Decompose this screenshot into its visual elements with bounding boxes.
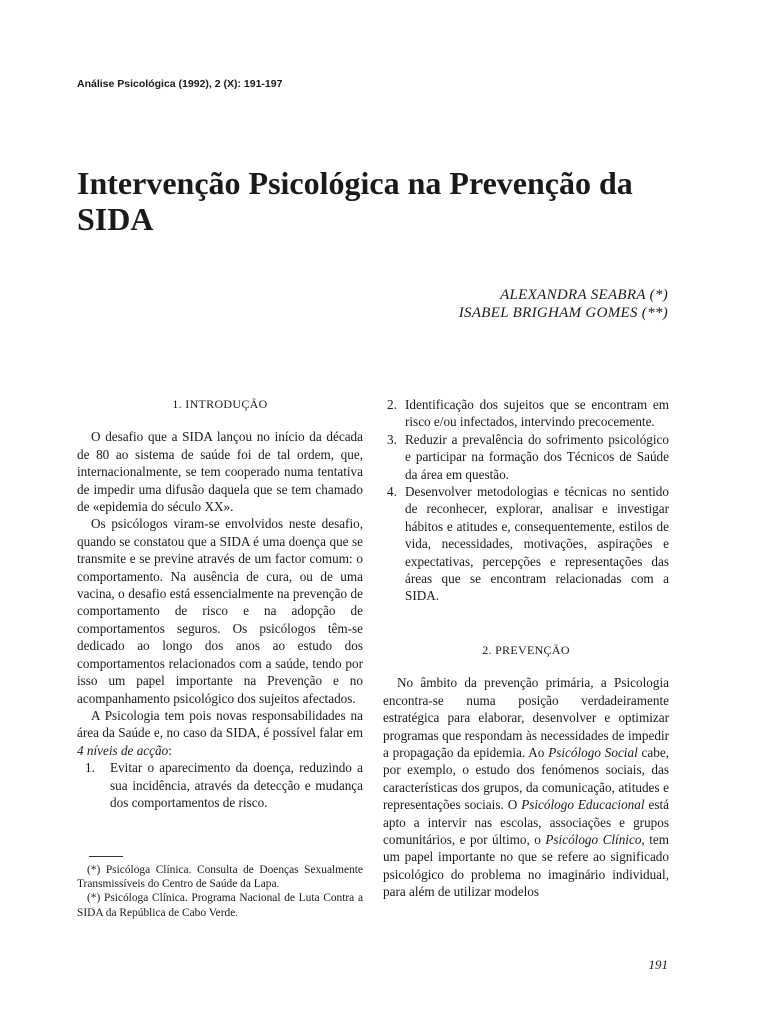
author-list <box>459 286 668 322</box>
list-item-text: Evitar o aparecimento da doença, reduzindo a sua incidência, através da detecção e mudança dos comportamentos de risco. <box>110 760 363 810</box>
paragraph: Os psicólogos viram-se envolvidos neste desafio, quando se constatou que a SIDA é uma doença que se transmite e se previne através de um factor comum: o comportamento. Na ausência de cura, ou de uma vacina, o desafio está essencialmente na prevenção de comportamento de risco e na adopção de comportamentos seguros. Os psicólogos têm-se dedicado ao longo dos anos ao estudo dos comportamentos relacionados com a saúde, tendo por isso um papel importante na Prevenção e no acompanhamento psicológico dos sujeitos afectados. <box>77 516 363 706</box>
section-heading-prevencao: 2. PREVENÇÃO <box>482 642 570 657</box>
list-item-text: Reduzir a prevalência do sofrimento psicológico e participar na formação dos Técnicos de Saúde da área em questão. <box>405 431 669 482</box>
article-title: Intervenção Psicológica na Prevenção da SIDA <box>77 165 633 237</box>
list-item <box>383 396 669 431</box>
emphasis-text: Psicólogo Social <box>548 744 638 760</box>
paragraph <box>77 707 363 759</box>
text-run: cabe, por exemplo, o estudo dos fenómenos sociais, das características dos grupos, da comunicação, atitudes e representações sociais. O <box>383 744 670 813</box>
list-number: 4. <box>387 484 397 500</box>
list-item <box>383 483 669 605</box>
list-number: 3. <box>387 431 397 447</box>
paragraph <box>383 674 669 900</box>
action-levels-list-continued <box>383 396 669 605</box>
journal-citation: Análise Psicológica (1992), 2 (X): 191-197 <box>77 78 283 90</box>
footnotes <box>77 856 363 920</box>
footnote: (*) Psicóloga Clínica. Consulta de Doenças Sexualmente Transmissíveis do Centro de Saúde da Lapa. <box>77 864 363 891</box>
list-item <box>77 759 363 811</box>
paragraph: O desafio que a SIDA lançou no início da década de 80 ao sistema de saúde foi de tal ordem, que, internacionalmente, se tem cooperado numa tentativa de impedir uma difusão daquela que se tem chamado de «epidemia do século XX». <box>77 429 363 515</box>
emphasis-text: Psicólogo Educacional <box>521 797 645 813</box>
list-item <box>383 431 669 483</box>
list-number: 2. <box>387 397 397 412</box>
text-run: No âmbito da prevenção primária, a Psicologia encontra-se numa posição verdadeiramente estratégica para elaborar, desenvolver e optimizar programas que respondam às necessidades de impedir a propagação da epidemia. Ao <box>383 675 669 760</box>
left-column <box>77 396 363 811</box>
emphasis-text: Psicólogo Clínico <box>545 831 642 847</box>
text-run: : <box>168 742 172 758</box>
action-levels-list <box>77 759 363 811</box>
text-run: está apto a intervir nas escolas, associações e grupos comunitários, e por último, o <box>383 797 669 847</box>
page-number: 191 <box>648 957 668 972</box>
list-item-text: Desenvolver metodologias e técnicas no sentido de reconhecer, explorar, analisar e investigar hábitos e atitudes e, consequentemente, estilos de vida, necessidades, motivações, aspirações e expectativas, percepções e representações das áreas que se encontram relacionadas com a SIDA. <box>405 484 669 604</box>
text-run: , tem um papel importante no que se refere ao significado psicológico do problema no imaginário individual, para além de utilizar modelos <box>383 831 669 900</box>
emphasis-text: 4 níveis de acção <box>77 742 169 758</box>
right-column <box>383 396 669 901</box>
author-1: ALEXANDRA SEABRA (*) <box>500 287 668 303</box>
text-run: A Psicologia tem pois novas responsabilidades na área da Saúde e, no caso da SIDA, é possível falar em <box>77 707 363 741</box>
list-number: 1. <box>85 760 95 776</box>
list-item-text: Identificação dos sujeitos que se encontram em risco e/ou infectados, intervindo precocemente. <box>405 397 669 430</box>
footnote-divider <box>89 856 123 857</box>
author-2: ISABEL BRIGHAM GOMES (**) <box>458 305 668 321</box>
section-heading-introducao: 1. INTRODUÇÃO <box>172 397 268 411</box>
footnote: (*) Psicóloga Clínica. Programa Nacional de Luta Contra a SIDA da República de Cabo Verde. <box>77 892 363 919</box>
